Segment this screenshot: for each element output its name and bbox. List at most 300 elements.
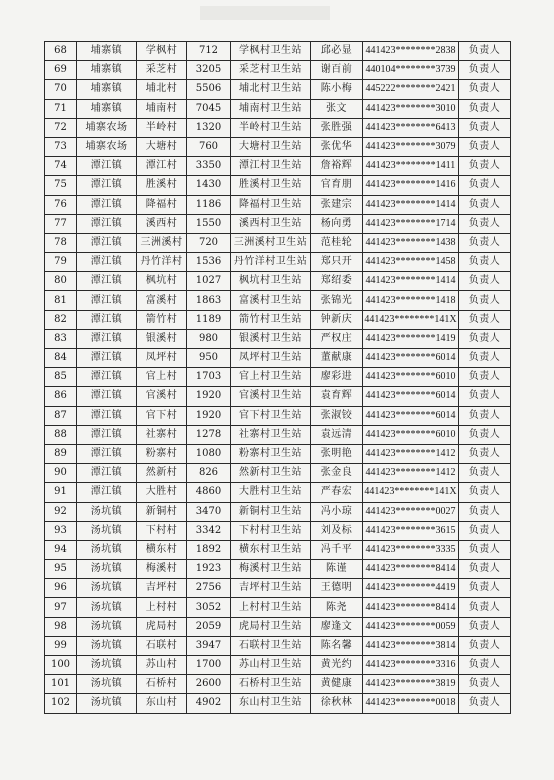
person-name-cell: 张金良 — [311, 464, 363, 483]
table-row — [45, 253, 511, 272]
person-name-cell: 郑绍委 — [311, 272, 363, 291]
village-cell: 半岭村 — [137, 118, 187, 137]
town-cell: 潭江镇 — [77, 310, 137, 329]
health-station-cell: 丹竹洋村卫生站 — [231, 253, 311, 272]
population-cell: 1430 — [187, 176, 231, 195]
table-row — [45, 560, 511, 579]
person-name-cell: 邱必显 — [311, 42, 363, 61]
town-cell: 潭江镇 — [77, 233, 137, 252]
person-name-cell: 严春宏 — [311, 483, 363, 502]
id-number-cell: 441423********2838 — [363, 42, 459, 61]
village-cell: 新铜村 — [137, 502, 187, 521]
id-number-cell: 441423********141X — [363, 483, 459, 502]
id-number-cell: 441423********6010 — [363, 425, 459, 444]
health-station-cell: 三洲溪村卫生站 — [231, 233, 311, 252]
role-cell: 负责人 — [459, 214, 511, 233]
population-cell: 1189 — [187, 310, 231, 329]
person-name-cell: 王德明 — [311, 579, 363, 598]
table-row — [45, 656, 511, 675]
health-station-cell: 石联村卫生站 — [231, 636, 311, 655]
town-cell: 潭江镇 — [77, 444, 137, 463]
town-cell: 潭江镇 — [77, 387, 137, 406]
population-cell: 3052 — [187, 598, 231, 617]
role-cell: 负责人 — [459, 368, 511, 387]
village-cell: 潭江村 — [137, 157, 187, 176]
row-number-cell: 92 — [45, 502, 77, 521]
health-station-cell: 然新村卫生站 — [231, 464, 311, 483]
town-cell: 潭江镇 — [77, 425, 137, 444]
health-station-cell: 官下村卫生站 — [231, 406, 311, 425]
town-cell: 潭江镇 — [77, 483, 137, 502]
person-name-cell: 廖彩进 — [311, 368, 363, 387]
health-station-cell: 箭竹村卫生站 — [231, 310, 311, 329]
id-number-cell: 441423********1419 — [363, 329, 459, 348]
role-cell: 负责人 — [459, 656, 511, 675]
role-cell: 负责人 — [459, 349, 511, 368]
table-row — [45, 99, 511, 118]
row-number-cell: 81 — [45, 291, 77, 310]
village-cell: 富溪村 — [137, 291, 187, 310]
table-row — [45, 310, 511, 329]
population-cell: 1536 — [187, 253, 231, 272]
row-number-cell: 90 — [45, 464, 77, 483]
person-name-cell: 陈谨 — [311, 560, 363, 579]
health-station-cell: 学枫村卫生站 — [231, 42, 311, 61]
role-cell: 负责人 — [459, 157, 511, 176]
village-cell: 凤坪村 — [137, 349, 187, 368]
health-station-cell: 社寨村卫生站 — [231, 425, 311, 444]
table-row — [45, 272, 511, 291]
table-row — [45, 579, 511, 598]
village-cell: 采芝村 — [137, 61, 187, 80]
health-station-cell: 降福村卫生站 — [231, 195, 311, 214]
table-row — [45, 444, 511, 463]
role-cell: 负责人 — [459, 636, 511, 655]
role-cell: 负责人 — [459, 579, 511, 598]
health-station-cell: 东山村卫生站 — [231, 694, 311, 713]
id-number-cell: 441423********1412 — [363, 444, 459, 463]
row-number-cell: 89 — [45, 444, 77, 463]
id-number-cell: 441423********0018 — [363, 694, 459, 713]
person-name-cell: 官育朋 — [311, 176, 363, 195]
table-row — [45, 61, 511, 80]
village-cell: 石桥村 — [137, 675, 187, 694]
person-name-cell: 詹裕辉 — [311, 157, 363, 176]
village-cell: 学枫村 — [137, 42, 187, 61]
town-cell: 潭江镇 — [77, 214, 137, 233]
population-cell: 950 — [187, 349, 231, 368]
town-cell: 潭江镇 — [77, 368, 137, 387]
town-cell: 潭江镇 — [77, 157, 137, 176]
person-name-cell: 郑只开 — [311, 253, 363, 272]
health-station-cell: 下村村卫生站 — [231, 521, 311, 540]
role-cell: 负责人 — [459, 118, 511, 137]
row-number-cell: 77 — [45, 214, 77, 233]
person-name-cell: 袁育辉 — [311, 387, 363, 406]
id-number-cell: 441423********6014 — [363, 349, 459, 368]
id-number-cell: 441423********1418 — [363, 291, 459, 310]
person-name-cell: 谢百前 — [311, 61, 363, 80]
population-cell: 3350 — [187, 157, 231, 176]
role-cell: 负责人 — [459, 195, 511, 214]
village-cell: 社寨村 — [137, 425, 187, 444]
row-number-cell: 82 — [45, 310, 77, 329]
health-station-cell: 官溪村卫生站 — [231, 387, 311, 406]
table-row — [45, 349, 511, 368]
town-cell: 汤坑镇 — [77, 675, 137, 694]
village-cell: 溪西村 — [137, 214, 187, 233]
village-cell: 吉坪村 — [137, 579, 187, 598]
population-cell: 1920 — [187, 406, 231, 425]
village-cell: 大塘村 — [137, 137, 187, 156]
health-station-cell: 苏山村卫生站 — [231, 656, 311, 675]
person-name-cell: 陈尧 — [311, 598, 363, 617]
person-name-cell: 钟新庆 — [311, 310, 363, 329]
id-number-cell: 441423********6413 — [363, 118, 459, 137]
health-station-cell: 大塘村卫生站 — [231, 137, 311, 156]
role-cell: 负责人 — [459, 425, 511, 444]
population-cell: 712 — [187, 42, 231, 61]
town-cell: 汤坑镇 — [77, 617, 137, 636]
population-cell: 2059 — [187, 617, 231, 636]
population-cell: 4902 — [187, 694, 231, 713]
row-number-cell: 99 — [45, 636, 77, 655]
town-cell: 潭江镇 — [77, 291, 137, 310]
village-cell: 枫坑村 — [137, 272, 187, 291]
role-cell: 负责人 — [459, 253, 511, 272]
town-cell: 潭江镇 — [77, 253, 137, 272]
health-station-cell: 粉寨村卫生站 — [231, 444, 311, 463]
table-row — [45, 368, 511, 387]
person-name-cell: 张建宗 — [311, 195, 363, 214]
table-row — [45, 406, 511, 425]
row-number-cell: 88 — [45, 425, 77, 444]
row-number-cell: 75 — [45, 176, 77, 195]
health-station-cell: 埔北村卫生站 — [231, 80, 311, 99]
role-cell: 负责人 — [459, 176, 511, 195]
role-cell: 负责人 — [459, 387, 511, 406]
table-row — [45, 694, 511, 713]
village-cell: 苏山村 — [137, 656, 187, 675]
person-name-cell: 杨向勇 — [311, 214, 363, 233]
id-number-cell: 441423********6014 — [363, 406, 459, 425]
id-number-cell: 441423********6010 — [363, 368, 459, 387]
population-cell: 2600 — [187, 675, 231, 694]
table-row — [45, 540, 511, 559]
id-number-cell: 441423********3814 — [363, 636, 459, 655]
row-number-cell: 98 — [45, 617, 77, 636]
health-station-cell: 富溪村卫生站 — [231, 291, 311, 310]
id-number-cell: 441423********141X — [363, 310, 459, 329]
health-station-cell: 半岭村卫生站 — [231, 118, 311, 137]
health-station-cell: 银溪村卫生站 — [231, 329, 311, 348]
health-station-cell: 溪西村卫生站 — [231, 214, 311, 233]
row-number-cell: 85 — [45, 368, 77, 387]
id-number-cell: 441423********6014 — [363, 387, 459, 406]
population-cell: 1550 — [187, 214, 231, 233]
town-cell: 汤坑镇 — [77, 579, 137, 598]
row-number-cell: 84 — [45, 349, 77, 368]
role-cell: 负责人 — [459, 310, 511, 329]
role-cell: 负责人 — [459, 483, 511, 502]
role-cell: 负责人 — [459, 272, 511, 291]
table-row — [45, 464, 511, 483]
table-row — [45, 675, 511, 694]
person-name-cell: 张优华 — [311, 137, 363, 156]
id-number-cell: 441423********3819 — [363, 675, 459, 694]
population-cell: 3947 — [187, 636, 231, 655]
role-cell: 负责人 — [459, 329, 511, 348]
role-cell: 负责人 — [459, 61, 511, 80]
row-number-cell: 96 — [45, 579, 77, 598]
id-number-cell: 445222********2421 — [363, 80, 459, 99]
town-cell: 埔寨镇 — [77, 80, 137, 99]
health-station-cell: 凤坪村卫生站 — [231, 349, 311, 368]
village-cell: 石联村 — [137, 636, 187, 655]
id-number-cell: 441423********0059 — [363, 617, 459, 636]
health-station-roster-table — [44, 41, 511, 714]
id-number-cell: 441423********3615 — [363, 521, 459, 540]
row-number-cell: 94 — [45, 540, 77, 559]
id-number-cell: 441423********3335 — [363, 540, 459, 559]
town-cell: 埔寨镇 — [77, 61, 137, 80]
row-number-cell: 95 — [45, 560, 77, 579]
role-cell: 负责人 — [459, 521, 511, 540]
id-number-cell: 441423********3316 — [363, 656, 459, 675]
population-cell: 1700 — [187, 656, 231, 675]
person-name-cell: 陈小梅 — [311, 80, 363, 99]
person-name-cell: 张明艳 — [311, 444, 363, 463]
table-row — [45, 291, 511, 310]
population-cell: 1027 — [187, 272, 231, 291]
person-name-cell: 范桂轮 — [311, 233, 363, 252]
row-number-cell: 102 — [45, 694, 77, 713]
person-name-cell: 黄健康 — [311, 675, 363, 694]
table-row — [45, 636, 511, 655]
role-cell: 负责人 — [459, 99, 511, 118]
row-number-cell: 68 — [45, 42, 77, 61]
role-cell: 负责人 — [459, 598, 511, 617]
health-station-cell: 横东村卫生站 — [231, 540, 311, 559]
id-number-cell: 441423********1416 — [363, 176, 459, 195]
role-cell: 负责人 — [459, 291, 511, 310]
town-cell: 汤坑镇 — [77, 521, 137, 540]
person-name-cell: 张锦光 — [311, 291, 363, 310]
village-cell: 胜溪村 — [137, 176, 187, 195]
health-station-cell: 采芝村卫生站 — [231, 61, 311, 80]
health-station-cell: 虎局村卫生站 — [231, 617, 311, 636]
role-cell: 负责人 — [459, 540, 511, 559]
town-cell: 潭江镇 — [77, 272, 137, 291]
role-cell: 负责人 — [459, 406, 511, 425]
person-name-cell: 冯千平 — [311, 540, 363, 559]
village-cell: 埔南村 — [137, 99, 187, 118]
table-row — [45, 329, 511, 348]
population-cell: 7045 — [187, 99, 231, 118]
table-row — [45, 502, 511, 521]
person-name-cell: 黄光约 — [311, 656, 363, 675]
row-number-cell: 101 — [45, 675, 77, 694]
person-name-cell: 刘及标 — [311, 521, 363, 540]
table-row — [45, 617, 511, 636]
role-cell: 负责人 — [459, 137, 511, 156]
population-cell: 5506 — [187, 80, 231, 99]
person-name-cell: 陈名馨 — [311, 636, 363, 655]
population-cell: 1923 — [187, 560, 231, 579]
role-cell: 负责人 — [459, 502, 511, 521]
role-cell: 负责人 — [459, 560, 511, 579]
row-number-cell: 73 — [45, 137, 77, 156]
id-number-cell: 441423********3079 — [363, 137, 459, 156]
id-number-cell: 441423********1458 — [363, 253, 459, 272]
village-cell: 箭竹村 — [137, 310, 187, 329]
village-cell: 粉寨村 — [137, 444, 187, 463]
id-number-cell: 441423********1414 — [363, 195, 459, 214]
table-row — [45, 137, 511, 156]
town-cell: 埔寨镇 — [77, 99, 137, 118]
population-cell: 1278 — [187, 425, 231, 444]
population-cell: 1186 — [187, 195, 231, 214]
health-station-cell: 上村村卫生站 — [231, 598, 311, 617]
id-number-cell: 441423********1714 — [363, 214, 459, 233]
table-row — [45, 233, 511, 252]
id-number-cell: 441423********1414 — [363, 272, 459, 291]
village-cell: 上村村 — [137, 598, 187, 617]
person-name-cell: 冯小琼 — [311, 502, 363, 521]
population-cell: 826 — [187, 464, 231, 483]
row-number-cell: 79 — [45, 253, 77, 272]
id-number-cell: 441423********4419 — [363, 579, 459, 598]
town-cell: 潭江镇 — [77, 176, 137, 195]
village-cell: 大胜村 — [137, 483, 187, 502]
roster-body — [45, 42, 511, 714]
village-cell: 虎局村 — [137, 617, 187, 636]
row-number-cell: 83 — [45, 329, 77, 348]
population-cell: 1080 — [187, 444, 231, 463]
row-number-cell: 97 — [45, 598, 77, 617]
town-cell: 埔寨镇 — [77, 42, 137, 61]
population-cell: 2756 — [187, 579, 231, 598]
town-cell: 潭江镇 — [77, 195, 137, 214]
person-name-cell: 董献康 — [311, 349, 363, 368]
row-number-cell: 91 — [45, 483, 77, 502]
health-station-cell: 新铜村卫生站 — [231, 502, 311, 521]
person-name-cell: 张淑铰 — [311, 406, 363, 425]
health-station-cell: 吉坪村卫生站 — [231, 579, 311, 598]
id-number-cell: 441423********1411 — [363, 157, 459, 176]
table-row — [45, 118, 511, 137]
role-cell: 负责人 — [459, 42, 511, 61]
id-number-cell: 440104********3739 — [363, 61, 459, 80]
town-cell: 汤坑镇 — [77, 636, 137, 655]
population-cell: 760 — [187, 137, 231, 156]
table-row — [45, 425, 511, 444]
row-number-cell: 69 — [45, 61, 77, 80]
population-cell: 1863 — [187, 291, 231, 310]
town-cell: 埔寨农场 — [77, 137, 137, 156]
town-cell: 汤坑镇 — [77, 540, 137, 559]
town-cell: 汤坑镇 — [77, 502, 137, 521]
town-cell: 潭江镇 — [77, 406, 137, 425]
population-cell: 4860 — [187, 483, 231, 502]
row-number-cell: 80 — [45, 272, 77, 291]
village-cell: 然新村 — [137, 464, 187, 483]
population-cell: 980 — [187, 329, 231, 348]
village-cell: 官上村 — [137, 368, 187, 387]
village-cell: 丹竹洋村 — [137, 253, 187, 272]
town-cell: 潭江镇 — [77, 464, 137, 483]
person-name-cell: 张文 — [311, 99, 363, 118]
village-cell: 下村村 — [137, 521, 187, 540]
village-cell: 降福村 — [137, 195, 187, 214]
table-row — [45, 195, 511, 214]
health-station-cell: 石桥村卫生站 — [231, 675, 311, 694]
health-station-cell: 大胜村卫生站 — [231, 483, 311, 502]
population-cell: 3342 — [187, 521, 231, 540]
id-number-cell: 441423********8414 — [363, 560, 459, 579]
id-number-cell: 441423********8414 — [363, 598, 459, 617]
town-cell: 埔寨农场 — [77, 118, 137, 137]
role-cell: 负责人 — [459, 694, 511, 713]
table-row — [45, 521, 511, 540]
population-cell: 720 — [187, 233, 231, 252]
population-cell: 1703 — [187, 368, 231, 387]
table-row — [45, 214, 511, 233]
village-cell: 埔北村 — [137, 80, 187, 99]
role-cell: 负责人 — [459, 233, 511, 252]
person-name-cell: 严权庄 — [311, 329, 363, 348]
person-name-cell: 徐秋林 — [311, 694, 363, 713]
row-number-cell: 72 — [45, 118, 77, 137]
row-number-cell: 78 — [45, 233, 77, 252]
id-number-cell: 441423********1438 — [363, 233, 459, 252]
population-cell: 1920 — [187, 387, 231, 406]
town-cell: 潭江镇 — [77, 329, 137, 348]
table-row — [45, 80, 511, 99]
id-number-cell: 441423********1412 — [363, 464, 459, 483]
table-row — [45, 387, 511, 406]
page-header-faded — [200, 6, 330, 20]
row-number-cell: 70 — [45, 80, 77, 99]
role-cell: 负责人 — [459, 444, 511, 463]
village-cell: 官下村 — [137, 406, 187, 425]
row-number-cell: 76 — [45, 195, 77, 214]
town-cell: 汤坑镇 — [77, 560, 137, 579]
town-cell: 潭江镇 — [77, 349, 137, 368]
table-row — [45, 483, 511, 502]
population-cell: 1320 — [187, 118, 231, 137]
person-name-cell: 张胜强 — [311, 118, 363, 137]
row-number-cell: 87 — [45, 406, 77, 425]
id-number-cell: 441423********3010 — [363, 99, 459, 118]
health-station-cell: 潭江村卫生站 — [231, 157, 311, 176]
role-cell: 负责人 — [459, 464, 511, 483]
village-cell: 东山村 — [137, 694, 187, 713]
role-cell: 负责人 — [459, 617, 511, 636]
village-cell: 银溪村 — [137, 329, 187, 348]
town-cell: 汤坑镇 — [77, 694, 137, 713]
health-station-cell: 梅溪村卫生站 — [231, 560, 311, 579]
person-name-cell: 袁远清 — [311, 425, 363, 444]
health-station-cell: 胜溪村卫生站 — [231, 176, 311, 195]
population-cell: 3470 — [187, 502, 231, 521]
village-cell: 横东村 — [137, 540, 187, 559]
village-cell: 梅溪村 — [137, 560, 187, 579]
health-station-cell: 官上村卫生站 — [231, 368, 311, 387]
role-cell: 负责人 — [459, 80, 511, 99]
role-cell: 负责人 — [459, 675, 511, 694]
table-row — [45, 598, 511, 617]
